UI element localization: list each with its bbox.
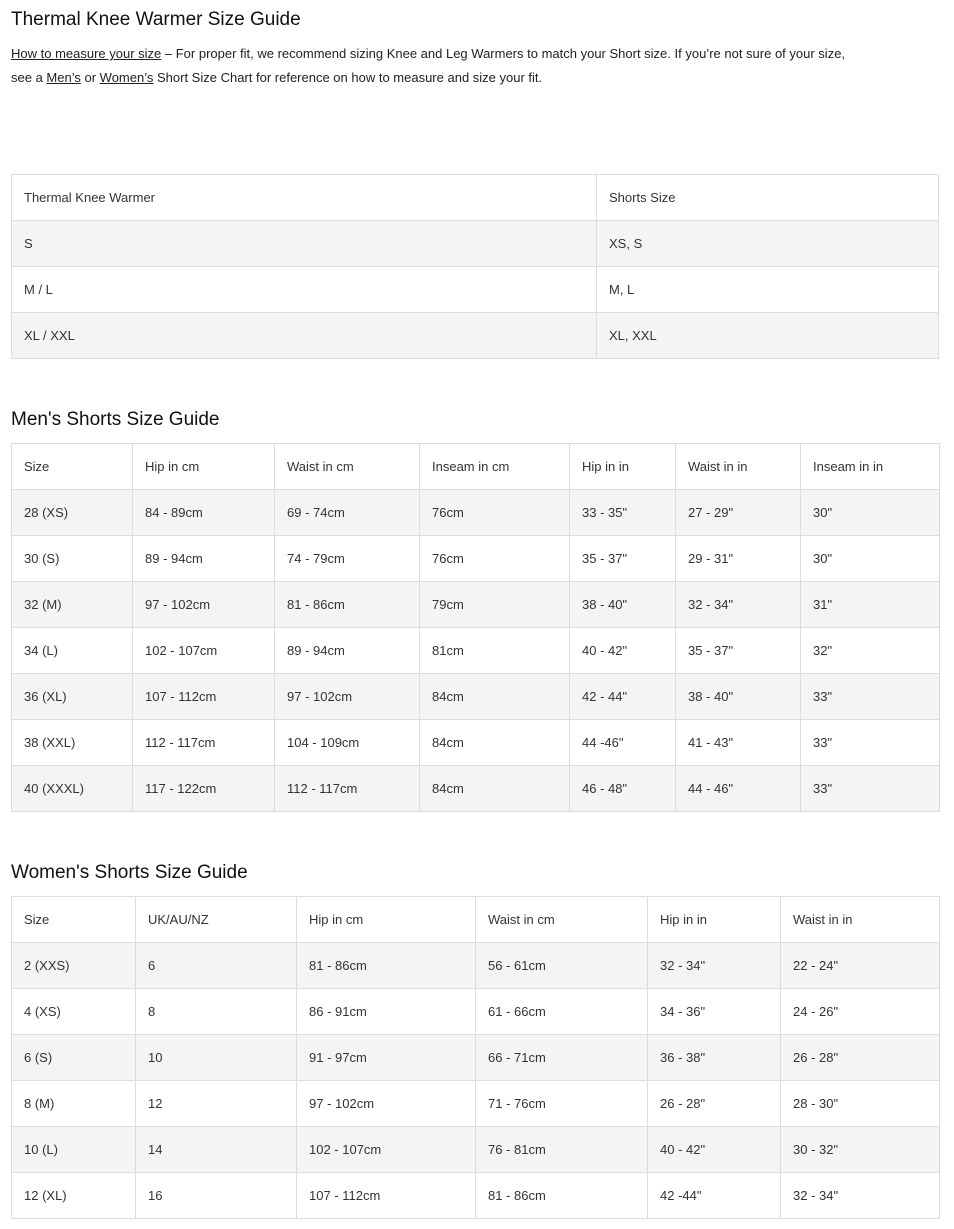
table-cell: 32 - 34": [648, 943, 781, 989]
header-row: [12, 175, 939, 221]
table-cell: 84 - 89cm: [133, 490, 275, 536]
table-cell: 84cm: [420, 720, 570, 766]
table-cell: 35 - 37": [570, 536, 676, 582]
table-cell: 40 - 42": [648, 1127, 781, 1173]
table-cell: 32": [801, 628, 940, 674]
table-cell: 84cm: [420, 766, 570, 812]
table-cell: 81 - 86cm: [297, 943, 476, 989]
table-row: [12, 536, 940, 582]
column-header: Thermal Knee Warmer: [12, 175, 597, 221]
knee-warmer-title: Thermal Knee Warmer Size Guide: [11, 9, 301, 30]
column-header: Size: [12, 444, 133, 490]
table-cell: XL / XXL: [12, 313, 597, 359]
table-cell: 26 - 28": [781, 1035, 940, 1081]
table-cell: 69 - 74cm: [275, 490, 420, 536]
table-row: [12, 490, 940, 536]
column-header: Inseam in cm: [420, 444, 570, 490]
table-cell: 36 (XL): [12, 674, 133, 720]
table-cell: 12: [136, 1081, 297, 1127]
knee-warmer-table: [11, 174, 939, 359]
column-header: Waist in cm: [476, 897, 648, 943]
table-cell: 46 - 48": [570, 766, 676, 812]
column-header: Waist in cm: [275, 444, 420, 490]
table-cell: 107 - 112cm: [133, 674, 275, 720]
table-cell: 41 - 43": [676, 720, 801, 766]
table-cell: 2 (XXS): [12, 943, 136, 989]
table-cell: 56 - 61cm: [476, 943, 648, 989]
table-cell: 91 - 97cm: [297, 1035, 476, 1081]
mens-title: Men's Shorts Size Guide: [11, 409, 220, 430]
womens-title: Women's Shorts Size Guide: [11, 862, 248, 883]
mens-link[interactable]: Men’s: [46, 70, 81, 85]
intro-text: Short Size Chart for reference on how to measure and size your fit.: [153, 70, 543, 85]
table-cell: 76cm: [420, 536, 570, 582]
table-row: [12, 313, 939, 359]
table-cell: 36 - 38": [648, 1035, 781, 1081]
table-cell: 12 (XL): [12, 1173, 136, 1219]
intro-text: or: [80, 70, 100, 85]
table-cell: 44 - 46": [676, 766, 801, 812]
table-cell: 4 (XS): [12, 989, 136, 1035]
table-cell: 81 - 86cm: [476, 1173, 648, 1219]
table-row: [12, 221, 939, 267]
column-header: Inseam in in: [801, 444, 940, 490]
column-header: Shorts Size: [597, 175, 939, 221]
table-cell: 35 - 37": [676, 628, 801, 674]
table-cell: 107 - 112cm: [297, 1173, 476, 1219]
table-cell: XS, S: [597, 221, 939, 267]
table-row: [12, 1081, 940, 1127]
table-cell: 97 - 102cm: [275, 674, 420, 720]
table-cell: 102 - 107cm: [297, 1127, 476, 1173]
table-cell: 71 - 76cm: [476, 1081, 648, 1127]
table-cell: 97 - 102cm: [133, 582, 275, 628]
column-header: Hip in in: [648, 897, 781, 943]
table-cell: 112 - 117cm: [133, 720, 275, 766]
table-cell: 66 - 71cm: [476, 1035, 648, 1081]
column-header: Waist in in: [676, 444, 801, 490]
table-cell: S: [12, 221, 597, 267]
table-cell: 14: [136, 1127, 297, 1173]
column-header: Waist in in: [781, 897, 940, 943]
table-cell: 104 - 109cm: [275, 720, 420, 766]
table-cell: 117 - 122cm: [133, 766, 275, 812]
table-cell: 97 - 102cm: [297, 1081, 476, 1127]
table-cell: 10 (L): [12, 1127, 136, 1173]
table-cell: 89 - 94cm: [133, 536, 275, 582]
table-row: [12, 766, 940, 812]
table-cell: 76 - 81cm: [476, 1127, 648, 1173]
table-cell: 16: [136, 1173, 297, 1219]
table-cell: 40 - 42": [570, 628, 676, 674]
table-cell: 26 - 28": [648, 1081, 781, 1127]
womens-link[interactable]: Women’s: [99, 70, 154, 85]
how-to-measure-link[interactable]: How to measure your size: [11, 46, 162, 61]
table-cell: 61 - 66cm: [476, 989, 648, 1035]
column-header: Hip in cm: [297, 897, 476, 943]
column-header: Hip in cm: [133, 444, 275, 490]
table-row: [12, 943, 940, 989]
table-cell: 30": [801, 536, 940, 582]
table-cell: 33": [801, 766, 940, 812]
table-cell: 10: [136, 1035, 297, 1081]
column-header: UK/AU/NZ: [136, 897, 297, 943]
mens-size-table: [11, 443, 940, 812]
table-cell: 38 (XXL): [12, 720, 133, 766]
table-cell: 32 - 34": [676, 582, 801, 628]
table-cell: 74 - 79cm: [275, 536, 420, 582]
intro-text: – For proper fit, we recommend sizing Knee and Leg Warmers to match your Short size. If you’re not sure of your size, see a: [11, 46, 846, 85]
table-cell: 112 - 117cm: [275, 766, 420, 812]
table-cell: 6: [136, 943, 297, 989]
table-cell: 33": [801, 674, 940, 720]
intro-paragraph: [11, 42, 861, 90]
table-cell: 29 - 31": [676, 536, 801, 582]
table-row: [12, 674, 940, 720]
table-cell: 84cm: [420, 674, 570, 720]
table-cell: 30 (S): [12, 536, 133, 582]
table-cell: 81cm: [420, 628, 570, 674]
table-cell: 22 - 24": [781, 943, 940, 989]
table-cell: M / L: [12, 267, 597, 313]
table-cell: 38 - 40": [570, 582, 676, 628]
table-cell: 32 - 34": [781, 1173, 940, 1219]
table-cell: 33 - 35": [570, 490, 676, 536]
table-cell: 40 (XXXL): [12, 766, 133, 812]
table-cell: 30": [801, 490, 940, 536]
table-cell: 44 -46": [570, 720, 676, 766]
table-cell: 30 - 32": [781, 1127, 940, 1173]
table-cell: 86 - 91cm: [297, 989, 476, 1035]
table-cell: 28 - 30": [781, 1081, 940, 1127]
womens-size-table: [11, 896, 940, 1219]
table-cell: 8: [136, 989, 297, 1035]
table-row: [12, 1173, 940, 1219]
table-cell: 6 (S): [12, 1035, 136, 1081]
table-cell: 34 (L): [12, 628, 133, 674]
table-row: [12, 267, 939, 313]
table-cell: 24 - 26": [781, 989, 940, 1035]
table-cell: 8 (M): [12, 1081, 136, 1127]
table-cell: 38 - 40": [676, 674, 801, 720]
table-cell: 81 - 86cm: [275, 582, 420, 628]
table-row: [12, 628, 940, 674]
table-cell: M, L: [597, 267, 939, 313]
table-cell: 31": [801, 582, 940, 628]
table-cell: XL, XXL: [597, 313, 939, 359]
header-row: [12, 897, 940, 943]
table-cell: 32 (M): [12, 582, 133, 628]
table-cell: 76cm: [420, 490, 570, 536]
table-row: [12, 1127, 940, 1173]
table-row: [12, 720, 940, 766]
table-cell: 33": [801, 720, 940, 766]
table-cell: 89 - 94cm: [275, 628, 420, 674]
column-header: Hip in in: [570, 444, 676, 490]
table-row: [12, 989, 940, 1035]
table-cell: 34 - 36": [648, 989, 781, 1035]
table-row: [12, 582, 940, 628]
column-header: Size: [12, 897, 136, 943]
header-row: [12, 444, 940, 490]
table-cell: 27 - 29": [676, 490, 801, 536]
table-cell: 79cm: [420, 582, 570, 628]
table-cell: 102 - 107cm: [133, 628, 275, 674]
table-row: [12, 1035, 940, 1081]
table-cell: 42 -44": [648, 1173, 781, 1219]
table-cell: 42 - 44": [570, 674, 676, 720]
table-cell: 28 (XS): [12, 490, 133, 536]
